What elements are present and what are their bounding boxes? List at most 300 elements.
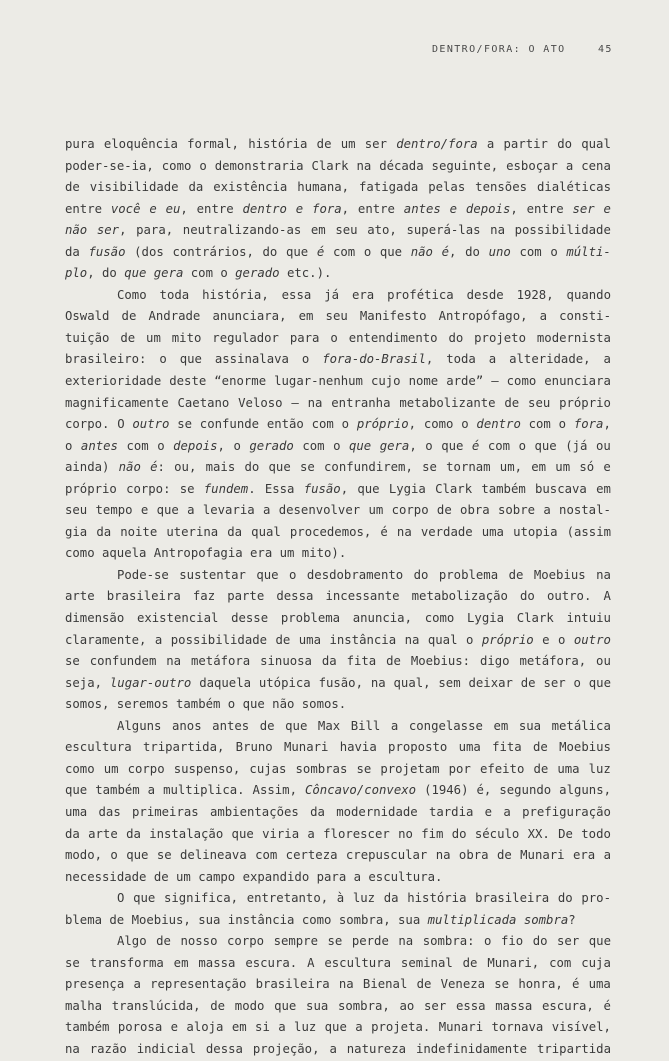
word xyxy=(480,759,524,781)
text-run: O xyxy=(117,891,125,906)
italic-text: dentro xyxy=(476,417,521,432)
word xyxy=(259,673,311,695)
word xyxy=(353,608,412,630)
text-run: das xyxy=(98,804,121,819)
text-run: toda xyxy=(446,352,476,367)
word xyxy=(574,414,611,436)
text-run: faz xyxy=(192,589,216,604)
word xyxy=(487,953,539,975)
word xyxy=(354,867,361,889)
text-run: metabolizante xyxy=(399,395,496,410)
word xyxy=(537,177,611,199)
text-run: o xyxy=(341,417,350,432)
text-run: antes xyxy=(212,718,250,733)
word xyxy=(603,457,610,479)
text-run: utópica xyxy=(258,675,311,690)
word xyxy=(65,306,109,328)
word xyxy=(65,910,102,932)
word xyxy=(467,608,504,630)
word xyxy=(339,974,354,996)
word xyxy=(302,436,324,458)
text-run: com xyxy=(549,955,572,970)
text-run: em xyxy=(310,223,326,238)
word xyxy=(120,328,135,350)
text-run: uma xyxy=(65,804,88,819)
italic-text: que xyxy=(124,266,147,281)
word xyxy=(280,543,295,565)
text-run: na xyxy=(396,524,412,539)
text-run: corpo xyxy=(391,503,429,518)
word xyxy=(474,328,526,350)
word xyxy=(360,306,427,328)
word xyxy=(603,349,610,371)
text-run: obra xyxy=(458,848,489,863)
word xyxy=(243,694,265,716)
word xyxy=(65,586,95,608)
text-run: anunciara, xyxy=(212,309,287,324)
text-run: pro- xyxy=(581,891,611,906)
word xyxy=(529,414,551,436)
word xyxy=(589,974,611,996)
text-run: problema xyxy=(438,567,499,582)
word xyxy=(559,737,611,759)
text-run: o xyxy=(330,330,338,345)
text-run: só xyxy=(579,460,595,475)
word xyxy=(557,759,579,781)
word xyxy=(363,974,407,996)
word xyxy=(228,910,295,932)
word xyxy=(567,285,611,307)
text-line xyxy=(65,586,611,608)
text-run: escultura xyxy=(65,740,132,755)
text-run: Bill xyxy=(350,718,381,733)
word xyxy=(179,565,246,587)
italic-text: dentro/fora xyxy=(396,137,478,151)
word xyxy=(117,716,161,738)
italic-text: ser xyxy=(96,223,120,238)
word xyxy=(96,522,111,544)
text-run: se xyxy=(156,848,172,863)
word xyxy=(439,1017,483,1039)
text-run: A xyxy=(603,589,611,604)
word xyxy=(232,824,254,846)
italic-text: que xyxy=(348,438,372,453)
italic-text: e xyxy=(603,201,611,216)
text-run: tornam xyxy=(446,460,491,475)
word xyxy=(65,349,146,371)
text-run: de xyxy=(386,654,401,669)
word xyxy=(329,1039,336,1061)
word xyxy=(155,630,162,652)
text-run: na xyxy=(65,1041,80,1056)
text-run: seu xyxy=(528,395,551,410)
text-run: escultura xyxy=(324,955,392,970)
text-run: ambientações xyxy=(209,804,299,819)
text-run: próprio xyxy=(559,395,611,410)
italic-text: próprio xyxy=(481,632,534,647)
text-run: e xyxy=(603,460,611,475)
word xyxy=(581,888,611,910)
word xyxy=(412,586,508,608)
text-run: expandido xyxy=(242,869,310,884)
word xyxy=(263,242,278,264)
text-run: arte xyxy=(65,589,95,604)
word xyxy=(425,436,432,458)
word xyxy=(117,694,169,716)
italic-text: é xyxy=(150,460,158,475)
word xyxy=(400,996,415,1018)
word xyxy=(596,565,611,587)
word xyxy=(387,285,454,307)
text-run: em xyxy=(596,481,611,496)
word xyxy=(177,393,229,415)
text-run: delineava xyxy=(180,848,247,863)
italic-text: ser xyxy=(572,201,595,216)
text-run: tensões xyxy=(475,180,527,195)
word xyxy=(88,242,125,264)
italic-text: não xyxy=(65,223,88,238)
word xyxy=(411,651,470,673)
text-run: deste xyxy=(169,374,207,389)
text-run: na xyxy=(596,567,611,582)
text-run: segundo xyxy=(499,783,552,798)
word xyxy=(163,780,244,802)
text-run: entre xyxy=(196,201,234,216)
word xyxy=(149,824,223,846)
text-run: Moebius xyxy=(533,567,586,582)
text-line xyxy=(65,156,611,178)
text-run: Oswald xyxy=(65,309,110,324)
text-run: na xyxy=(398,934,414,949)
text-run: a xyxy=(603,352,611,367)
text-run: prefiguração xyxy=(522,804,611,819)
word xyxy=(357,479,379,501)
text-run: desde xyxy=(466,287,504,302)
word xyxy=(341,134,356,156)
word xyxy=(290,522,371,544)
word xyxy=(117,285,147,307)
paragraph xyxy=(65,931,611,1060)
text-run: XX. xyxy=(527,826,550,841)
text-line xyxy=(65,328,611,350)
text-run: esboçar xyxy=(506,158,558,173)
word xyxy=(220,263,227,285)
text-run: (1946) xyxy=(424,783,469,798)
word xyxy=(227,586,264,608)
word xyxy=(299,306,314,328)
text-run: também xyxy=(65,1020,110,1035)
text-run: qual xyxy=(251,524,281,539)
text-run: seu xyxy=(335,223,358,238)
text-run: entre xyxy=(357,201,395,216)
italic-text: dentro xyxy=(242,201,287,216)
word xyxy=(349,328,438,350)
word xyxy=(65,974,124,996)
word xyxy=(279,500,360,522)
text-line xyxy=(65,802,611,824)
word xyxy=(265,479,295,501)
text-run: de xyxy=(520,675,536,690)
text-run: qual, xyxy=(393,675,431,690)
word xyxy=(501,931,523,953)
word xyxy=(329,630,396,652)
text-run: de xyxy=(121,309,137,324)
word xyxy=(171,630,267,652)
word xyxy=(335,220,357,242)
text-run: a xyxy=(133,977,141,992)
text-run: honra, xyxy=(518,977,563,992)
word xyxy=(407,888,466,910)
word xyxy=(274,371,363,393)
word xyxy=(260,716,275,738)
text-run: Munari, xyxy=(487,955,540,970)
text-run: uterina xyxy=(166,524,219,539)
word xyxy=(492,1017,544,1039)
word xyxy=(256,974,330,996)
word xyxy=(198,953,235,975)
text-line xyxy=(65,759,611,781)
text-run: superá-las xyxy=(406,223,481,238)
word xyxy=(232,1017,247,1039)
word xyxy=(589,931,611,953)
text-run: : xyxy=(157,460,165,475)
section-title: DENTRO/FORA: O ATO xyxy=(432,44,566,55)
word xyxy=(371,371,401,393)
word xyxy=(326,306,348,328)
text-run: transforma xyxy=(89,955,164,970)
word xyxy=(441,974,485,996)
text-line xyxy=(65,285,611,307)
text-line xyxy=(65,651,611,673)
text-run: qual xyxy=(581,137,611,151)
word xyxy=(191,651,250,673)
word xyxy=(97,220,127,242)
text-line xyxy=(65,436,611,458)
word xyxy=(493,716,508,738)
text-run: Clark xyxy=(516,611,554,626)
text-run: sua xyxy=(518,718,542,733)
text-run: fusão, xyxy=(318,675,363,690)
text-run: nostal- xyxy=(559,503,611,518)
text-line xyxy=(65,694,611,716)
text-run: modo xyxy=(234,998,265,1013)
text-run: luz xyxy=(588,761,611,776)
text-line xyxy=(65,199,611,221)
word xyxy=(475,888,549,910)
word xyxy=(148,306,200,328)
text-run: regulador xyxy=(212,330,279,345)
text-run: sinuosa xyxy=(260,654,312,669)
word xyxy=(559,500,611,522)
text-run: (já xyxy=(565,438,588,453)
word xyxy=(212,306,286,328)
text-run: confunde xyxy=(199,417,260,432)
text-run: Andrade xyxy=(148,309,201,324)
word xyxy=(466,199,518,221)
text-run: exterioridade xyxy=(65,374,162,389)
italic-text: Côncavo/convexo xyxy=(304,783,417,798)
word xyxy=(65,242,80,264)
text-run: O xyxy=(117,417,125,432)
paragraph xyxy=(65,285,611,565)
word xyxy=(596,651,611,673)
text-run: sua xyxy=(306,998,329,1013)
word xyxy=(305,780,416,802)
text-run: a xyxy=(539,309,548,324)
text-run: projetam xyxy=(380,761,440,776)
text-run: havia xyxy=(339,740,377,755)
word xyxy=(244,457,259,479)
word xyxy=(389,479,426,501)
word xyxy=(134,242,164,264)
word xyxy=(197,199,234,221)
word xyxy=(65,845,102,867)
text-run: presença xyxy=(65,977,125,992)
word xyxy=(558,630,565,652)
word xyxy=(371,673,386,695)
text-run: do xyxy=(557,137,572,151)
word xyxy=(437,500,452,522)
text-line xyxy=(65,1039,611,1061)
word xyxy=(371,1017,430,1039)
word xyxy=(65,134,95,156)
word xyxy=(450,199,457,221)
text-line xyxy=(65,716,611,738)
text-run: ato, xyxy=(367,223,397,238)
word xyxy=(160,285,190,307)
word xyxy=(132,802,199,824)
word xyxy=(481,479,525,501)
text-run: utopia xyxy=(513,524,558,539)
text-run: de xyxy=(416,977,432,992)
text-run: ser xyxy=(364,137,387,151)
word xyxy=(302,543,346,565)
text-run: tempo xyxy=(95,503,133,518)
word xyxy=(302,349,309,371)
text-run: corpo: xyxy=(126,481,171,496)
word xyxy=(96,500,133,522)
word xyxy=(109,910,124,932)
text-run: malha xyxy=(65,998,103,1013)
text-run: confundirem, xyxy=(324,460,413,475)
word xyxy=(520,586,535,608)
word xyxy=(162,156,192,178)
word xyxy=(567,522,611,544)
word xyxy=(110,673,191,695)
text-run: confundem xyxy=(89,654,157,669)
text-run: que xyxy=(324,1020,347,1035)
word xyxy=(171,1017,178,1039)
text-run: , xyxy=(119,223,127,238)
text-run: de xyxy=(65,180,80,195)
word xyxy=(269,457,291,479)
text-run: Lygia xyxy=(467,611,505,626)
word xyxy=(311,156,348,178)
text-run: ao xyxy=(399,998,415,1013)
word xyxy=(449,759,471,781)
text-run: Alguns xyxy=(117,718,162,733)
word xyxy=(574,630,611,652)
word xyxy=(520,651,587,673)
text-run: mito xyxy=(171,330,202,345)
text-run: todo xyxy=(581,826,611,841)
text-run: o xyxy=(465,632,474,647)
word xyxy=(120,522,157,544)
text-line xyxy=(65,479,611,501)
text-run: Antropófago, xyxy=(438,309,528,324)
word xyxy=(154,867,169,889)
text-run: mito). xyxy=(301,546,347,561)
italic-text: antes xyxy=(403,201,441,216)
text-run: digo xyxy=(479,654,510,669)
text-run: como xyxy=(424,611,455,626)
text-run: partir xyxy=(503,137,548,151)
word xyxy=(509,349,590,371)
word xyxy=(118,1017,162,1039)
text-run: , xyxy=(408,417,417,432)
text-run: sempre xyxy=(273,934,318,949)
word xyxy=(172,242,253,264)
text-run: indefinidamente xyxy=(415,1041,528,1056)
text-run: no xyxy=(398,826,413,841)
text-run: para xyxy=(289,330,320,345)
text-run: assinalava xyxy=(214,352,289,367)
word xyxy=(355,1017,362,1039)
word xyxy=(409,371,439,393)
paragraph xyxy=(65,134,611,285)
text-run: a xyxy=(488,352,497,367)
text-run: dimensão xyxy=(65,611,125,626)
word xyxy=(399,393,495,415)
text-run: Pode-se xyxy=(117,567,169,582)
word xyxy=(528,393,550,415)
text-run: , xyxy=(341,201,350,216)
text-run: se xyxy=(356,761,372,776)
page-number: 45 xyxy=(598,44,613,55)
text-run: da xyxy=(96,524,112,539)
italic-text: múlti- xyxy=(566,244,611,259)
text-line xyxy=(65,931,611,953)
word xyxy=(227,931,264,953)
word xyxy=(559,393,611,415)
text-run: demonstraria xyxy=(214,158,304,173)
text-run: procedemos, xyxy=(289,524,372,539)
text-run: Max xyxy=(317,718,341,733)
word xyxy=(169,371,206,393)
word xyxy=(65,996,102,1018)
word xyxy=(159,349,166,371)
word xyxy=(466,630,473,652)
text-run: daquela xyxy=(199,675,252,690)
word xyxy=(552,716,611,738)
word xyxy=(484,931,491,953)
word xyxy=(110,845,117,867)
word xyxy=(99,802,121,824)
word xyxy=(90,1039,127,1061)
text-run: Bruno xyxy=(235,740,273,755)
word xyxy=(289,565,296,587)
text-run: a xyxy=(603,848,611,863)
text-run: década xyxy=(379,158,424,173)
word xyxy=(285,716,307,738)
text-run: o xyxy=(550,244,558,259)
word xyxy=(215,349,289,371)
word xyxy=(154,543,243,565)
word xyxy=(307,824,314,846)
text-run: projeta. xyxy=(371,1020,431,1035)
word xyxy=(149,199,156,221)
word xyxy=(339,910,391,932)
